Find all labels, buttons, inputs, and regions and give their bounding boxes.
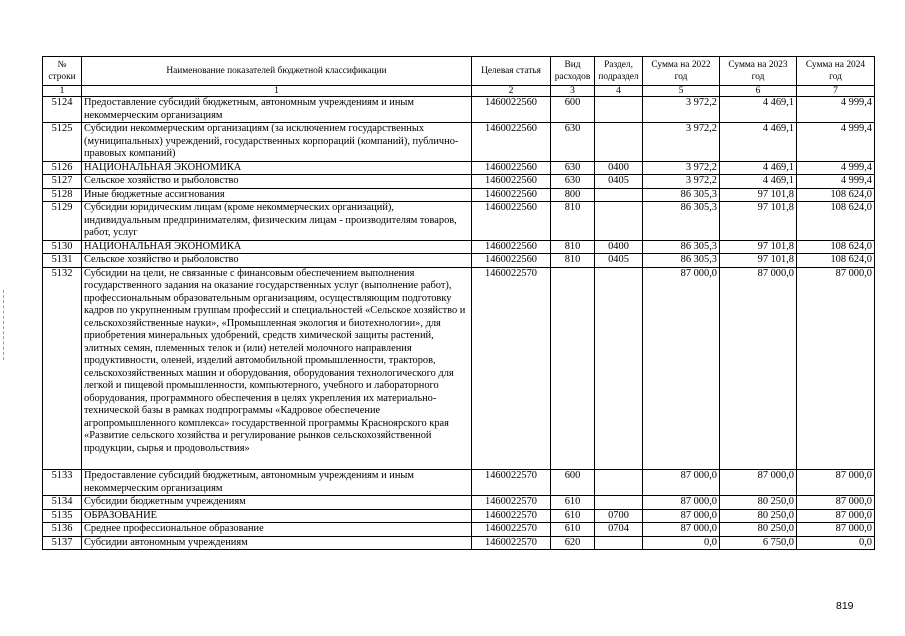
section-cell xyxy=(595,267,643,470)
sum-2022-cell: 3 972,2 xyxy=(643,97,720,123)
sum-2023-cell: 97 101,8 xyxy=(720,202,797,241)
row-number-cell: 5125 xyxy=(43,123,82,162)
table-row xyxy=(43,536,875,550)
target-article-cell: 1460022570 xyxy=(472,470,551,496)
name-cell: Сельское хозяйство и рыболовство xyxy=(82,175,472,189)
table-row xyxy=(43,470,875,496)
target-article-cell: 1460022560 xyxy=(472,123,551,162)
table-row xyxy=(43,267,875,470)
expense-type-cell: 630 xyxy=(551,161,595,175)
sum-2024-cell: 87 000,0 xyxy=(797,509,875,523)
sum-2022-cell: 86 305,3 xyxy=(643,254,720,268)
sum-2024-cell: 4 999,4 xyxy=(797,161,875,175)
column-number: 1 xyxy=(43,86,82,97)
row-number-cell: 5124 xyxy=(43,97,82,123)
target-article-cell: 1460022570 xyxy=(472,536,551,550)
expense-type-cell: 610 xyxy=(551,496,595,510)
name-cell: НАЦИОНАЛЬНАЯ ЭКОНОМИКА xyxy=(82,161,472,175)
section-cell xyxy=(595,496,643,510)
sum-2022-cell: 3 972,2 xyxy=(643,161,720,175)
page-number: 819 xyxy=(836,600,854,612)
sum-2023-cell: 97 101,8 xyxy=(720,254,797,268)
sum-2024-cell: 108 624,0 xyxy=(797,188,875,202)
target-article-cell: 1460022560 xyxy=(472,254,551,268)
table-row xyxy=(43,123,875,162)
header-target: Целевая статья xyxy=(472,57,551,86)
target-article-cell: 1460022570 xyxy=(472,509,551,523)
sum-2024-cell: 87 000,0 xyxy=(797,523,875,537)
name-cell: ОБРАЗОВАНИЕ xyxy=(82,509,472,523)
name-cell: Предоставление субсидий бюджетным, автономным учреждениям и иным некоммерческим организациям xyxy=(82,470,472,496)
table-row xyxy=(43,161,875,175)
section-cell xyxy=(595,97,643,123)
row-number-cell: 5128 xyxy=(43,188,82,202)
table-body xyxy=(43,97,875,550)
table-row xyxy=(43,523,875,537)
table-row xyxy=(43,97,875,123)
sum-2022-cell: 86 305,3 xyxy=(643,188,720,202)
row-number-cell: 5132 xyxy=(43,267,82,470)
scan-edge-marks xyxy=(3,290,6,360)
expense-type-cell: 600 xyxy=(551,97,595,123)
expense-type-cell: 620 xyxy=(551,536,595,550)
table-row xyxy=(43,509,875,523)
section-cell: 0405 xyxy=(595,175,643,189)
sum-2023-cell: 97 101,8 xyxy=(720,188,797,202)
expense-type-cell: 630 xyxy=(551,175,595,189)
column-number: 1 xyxy=(82,86,472,97)
expense-type-cell: 630 xyxy=(551,123,595,162)
header-sum-2024: Сумма на 2024 год xyxy=(797,57,875,86)
sum-2022-cell: 3 972,2 xyxy=(643,175,720,189)
row-number-cell: 5136 xyxy=(43,523,82,537)
sum-2022-cell: 86 305,3 xyxy=(643,202,720,241)
row-number-cell: 5129 xyxy=(43,202,82,241)
section-cell: 0400 xyxy=(595,240,643,254)
sum-2022-cell: 0,0 xyxy=(643,536,720,550)
row-number-cell: 5134 xyxy=(43,496,82,510)
row-number-cell: 5135 xyxy=(43,509,82,523)
column-number: 6 xyxy=(720,86,797,97)
section-cell xyxy=(595,470,643,496)
target-article-cell: 1460022560 xyxy=(472,202,551,241)
section-cell: 0400 xyxy=(595,161,643,175)
name-cell: Среднее профессиональное образование xyxy=(82,523,472,537)
name-cell: НАЦИОНАЛЬНАЯ ЭКОНОМИКА xyxy=(82,240,472,254)
name-cell: Иные бюджетные ассигнования xyxy=(82,188,472,202)
sum-2022-cell: 87 000,0 xyxy=(643,523,720,537)
sum-2023-cell: 87 000,0 xyxy=(720,470,797,496)
table-row xyxy=(43,254,875,268)
sum-2023-cell: 87 000,0 xyxy=(720,267,797,470)
section-cell: 0700 xyxy=(595,509,643,523)
expense-type-cell: 810 xyxy=(551,240,595,254)
column-number: 5 xyxy=(643,86,720,97)
row-number-cell: 5133 xyxy=(43,470,82,496)
sum-2024-cell: 87 000,0 xyxy=(797,267,875,470)
sum-2022-cell: 87 000,0 xyxy=(643,470,720,496)
sum-2022-cell: 87 000,0 xyxy=(643,267,720,470)
table-row xyxy=(43,202,875,241)
section-cell xyxy=(595,123,643,162)
section-cell xyxy=(595,202,643,241)
column-number: 3 xyxy=(551,86,595,97)
target-article-cell: 1460022570 xyxy=(472,496,551,510)
row-number-cell: 5126 xyxy=(43,161,82,175)
row-number-cell: 5127 xyxy=(43,175,82,189)
row-number-cell: 5137 xyxy=(43,536,82,550)
budget-table xyxy=(42,56,875,550)
table-row xyxy=(43,496,875,510)
row-number-cell: 5130 xyxy=(43,240,82,254)
target-article-cell: 1460022560 xyxy=(472,97,551,123)
column-number: 7 xyxy=(797,86,875,97)
table-row xyxy=(43,188,875,202)
sum-2023-cell: 6 750,0 xyxy=(720,536,797,550)
target-article-cell: 1460022560 xyxy=(472,188,551,202)
sum-2023-cell: 4 469,1 xyxy=(720,97,797,123)
section-cell xyxy=(595,536,643,550)
column-number-row xyxy=(43,86,875,97)
section-cell: 0704 xyxy=(595,523,643,537)
sum-2024-cell: 87 000,0 xyxy=(797,470,875,496)
header-section: Раздел, подраздел xyxy=(595,57,643,86)
sum-2022-cell: 87 000,0 xyxy=(643,496,720,510)
name-cell: Субсидии на цели, не связанные с финансовым обеспечением выполнения государственного задания на оказание государственных услуг (выполнение работ), профессиональным образовательным организациям, осуществляющим подготовку кадров по укрупненным группам профессий и специальностей «Сельское хозяйство и сельскохозяйственные науки», «Промышленная экология и биотехнологии», для приобретения минеральных удобрений, средств химической защиты растений, элитных семян, племенных телок и (или) нетелей молочного направления продуктивности, оленей, изделий автомобильной промышленности, тракторов, сельскохозяйственных машин и оборудования, оборудования технологического для легкой и пищевой промышленности, компьютерного, учебного и лабораторного оборудования, программного обеспечения в целях укрепления их материально-технической базы в рамках подпрограммы «Кадровое обеспечение агропромышленного комплекса» государственной программы Красноярского края «Развитие сельского хозяйства и регулирование рынков сельскохозяйственной продукции, сырья и продовольствия» xyxy=(82,267,472,470)
sum-2023-cell: 4 469,1 xyxy=(720,161,797,175)
header-row xyxy=(43,57,875,86)
header-exp-type: Вид расходов xyxy=(551,57,595,86)
header-name: Наименование показателей бюджетной классификации xyxy=(82,57,472,86)
target-article-cell: 1460022560 xyxy=(472,161,551,175)
sum-2024-cell: 108 624,0 xyxy=(797,202,875,241)
sum-2024-cell: 0,0 xyxy=(797,536,875,550)
sum-2022-cell: 3 972,2 xyxy=(643,123,720,162)
sum-2024-cell: 4 999,4 xyxy=(797,97,875,123)
header-sum-2023: Сумма на 2023 год xyxy=(720,57,797,86)
name-cell: Субсидии бюджетным учреждениям xyxy=(82,496,472,510)
target-article-cell: 1460022570 xyxy=(472,267,551,470)
row-number-cell: 5131 xyxy=(43,254,82,268)
table-row xyxy=(43,240,875,254)
sum-2024-cell: 4 999,4 xyxy=(797,123,875,162)
section-cell: 0405 xyxy=(595,254,643,268)
name-cell: Предоставление субсидий бюджетным, автономным учреждениям и иным некоммерческим организациям xyxy=(82,97,472,123)
sum-2024-cell: 4 999,4 xyxy=(797,175,875,189)
expense-type-cell: 800 xyxy=(551,188,595,202)
sum-2023-cell: 4 469,1 xyxy=(720,175,797,189)
target-article-cell: 1460022560 xyxy=(472,240,551,254)
sum-2024-cell: 87 000,0 xyxy=(797,496,875,510)
expense-type-cell: 810 xyxy=(551,202,595,241)
expense-type-cell: 600 xyxy=(551,470,595,496)
expense-type-cell: 810 xyxy=(551,254,595,268)
table-row xyxy=(43,175,875,189)
sum-2024-cell: 108 624,0 xyxy=(797,240,875,254)
sum-2022-cell: 87 000,0 xyxy=(643,509,720,523)
name-cell: Субсидии юридическим лицам (кроме некоммерческих организаций), индивидуальным предпринимателям, физическим лицам - производителям товаров, работ, услуг xyxy=(82,202,472,241)
sum-2023-cell: 80 250,0 xyxy=(720,523,797,537)
sum-2023-cell: 4 469,1 xyxy=(720,123,797,162)
name-cell: Субсидии автономным учреждениям xyxy=(82,536,472,550)
sum-2022-cell: 86 305,3 xyxy=(643,240,720,254)
expense-type-cell: 610 xyxy=(551,523,595,537)
name-cell: Субсидии некоммерческим организациям (за исключением государственных (муниципальных) учреждений, государственных корпораций (компаний), публично-правовых компаний) xyxy=(82,123,472,162)
name-cell: Сельское хозяйство и рыболовство xyxy=(82,254,472,268)
sum-2023-cell: 97 101,8 xyxy=(720,240,797,254)
sum-2024-cell: 108 624,0 xyxy=(797,254,875,268)
header-row-no: № строки xyxy=(43,57,82,86)
header-sum-2022: Сумма на 2022 год xyxy=(643,57,720,86)
target-article-cell: 1460022570 xyxy=(472,523,551,537)
sum-2023-cell: 80 250,0 xyxy=(720,509,797,523)
sum-2023-cell: 80 250,0 xyxy=(720,496,797,510)
target-article-cell: 1460022560 xyxy=(472,175,551,189)
column-number: 4 xyxy=(595,86,643,97)
expense-type-cell xyxy=(551,267,595,470)
expense-type-cell: 610 xyxy=(551,509,595,523)
column-number: 2 xyxy=(472,86,551,97)
section-cell xyxy=(595,188,643,202)
